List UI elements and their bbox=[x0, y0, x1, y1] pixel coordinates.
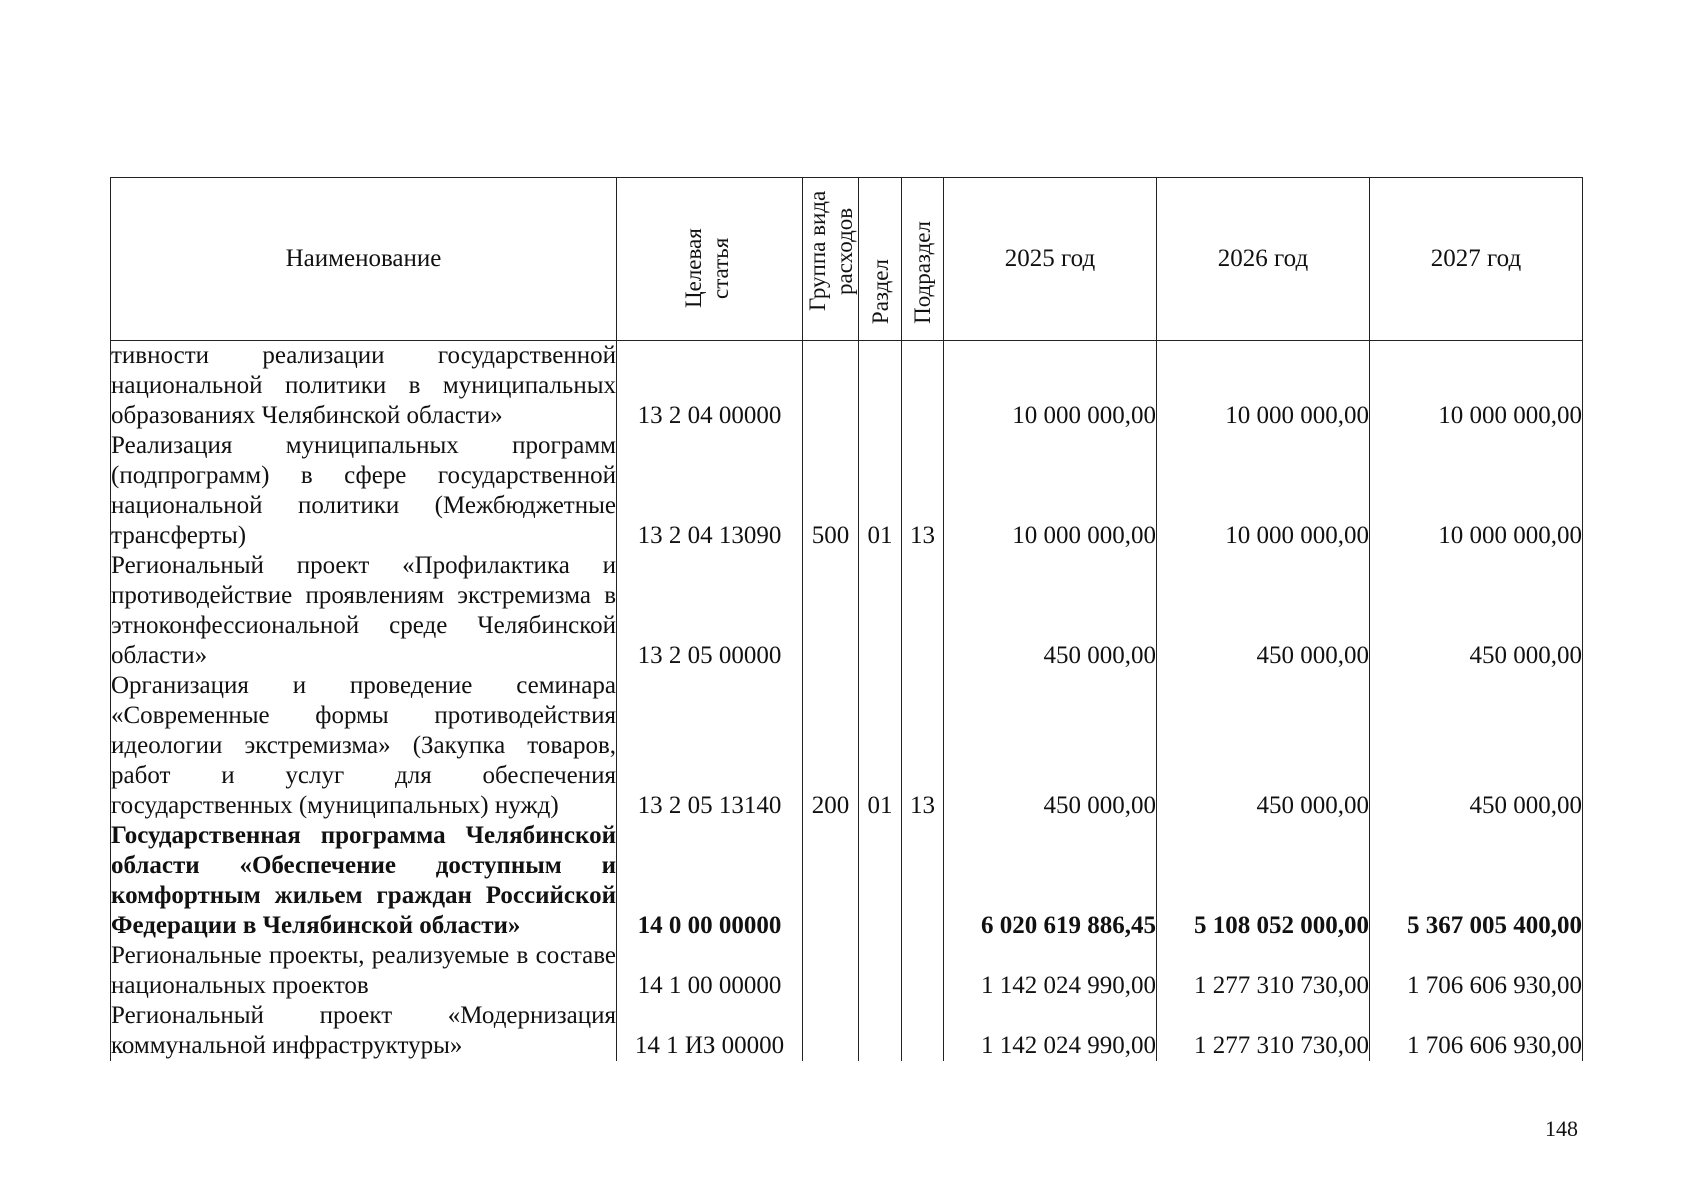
row-section bbox=[859, 551, 902, 671]
row-amount-2027: 450 000,00 bbox=[1370, 671, 1583, 821]
row-amount-2026: 1 277 310 730,00 bbox=[1157, 1001, 1370, 1061]
page-number: 148 bbox=[1545, 1116, 1578, 1141]
table-row bbox=[111, 341, 1583, 432]
col-header-2027: 2027 год bbox=[1370, 178, 1583, 341]
row-amount-2026: 1 277 310 730,00 bbox=[1157, 941, 1370, 1001]
row-subsection bbox=[902, 1001, 944, 1061]
row-amount-2025: 10 000 000,00 bbox=[944, 431, 1157, 551]
row-target-code: 13 2 05 00000 bbox=[617, 551, 803, 671]
row-amount-2025: 450 000,00 bbox=[944, 671, 1157, 821]
row-subsection bbox=[902, 821, 944, 941]
table-row bbox=[111, 941, 1583, 1001]
row-section: 01 bbox=[859, 431, 902, 551]
row-amount-2025: 10 000 000,00 bbox=[944, 341, 1157, 432]
row-section: 01 bbox=[859, 671, 902, 821]
row-amount-2026: 10 000 000,00 bbox=[1157, 341, 1370, 432]
row-target-code: 13 2 05 13140 bbox=[617, 671, 803, 821]
row-subsection: 13 bbox=[902, 671, 944, 821]
row-amount-2026: 450 000,00 bbox=[1157, 671, 1370, 821]
row-section bbox=[859, 941, 902, 1001]
row-target-code: 13 2 04 00000 bbox=[617, 341, 803, 432]
row-amount-2026: 10 000 000,00 bbox=[1157, 431, 1370, 551]
row-expense-group bbox=[803, 941, 859, 1001]
row-amount-2026: 5 108 052 000,00 bbox=[1157, 821, 1370, 941]
row-subsection: 13 bbox=[902, 431, 944, 551]
row-target-code: 14 1 00 00000 bbox=[617, 941, 803, 1001]
row-amount-2027: 10 000 000,00 bbox=[1370, 341, 1583, 432]
row-amount-2026: 450 000,00 bbox=[1157, 551, 1370, 671]
row-name: Региональный проект «Профилактика и противодействие проявлениям экстремизма в этноконфессиональной среде Челябинской области» bbox=[111, 552, 616, 669]
table-body bbox=[111, 341, 1583, 1062]
row-amount-2025: 6 020 619 886,45 bbox=[944, 821, 1157, 941]
row-expense-group: 200 bbox=[803, 671, 859, 821]
row-amount-2027: 10 000 000,00 bbox=[1370, 431, 1583, 551]
row-section bbox=[859, 341, 902, 432]
row-amount-2027: 450 000,00 bbox=[1370, 551, 1583, 671]
table-row bbox=[111, 551, 1583, 671]
row-section bbox=[859, 821, 902, 941]
row-name: тивности реализации государственной национальной политики в муниципальных образованиях Челябинской области» bbox=[111, 342, 616, 429]
table-row-program-total bbox=[111, 821, 1583, 941]
header-row bbox=[111, 178, 1583, 341]
col-header-2025: 2025 год bbox=[944, 178, 1157, 341]
row-amount-2025: 1 142 024 990,00 bbox=[944, 941, 1157, 1001]
col-header-target bbox=[617, 178, 803, 341]
table-row bbox=[111, 671, 1583, 821]
col-header-name: Наименование bbox=[111, 178, 617, 341]
row-target-code: 13 2 04 13090 bbox=[617, 431, 803, 551]
row-amount-2027: 5 367 005 400,00 bbox=[1370, 821, 1583, 941]
row-amount-2027: 1 706 606 930,00 bbox=[1370, 941, 1583, 1001]
row-amount-2025: 1 142 024 990,00 bbox=[944, 1001, 1157, 1061]
row-target-code: 14 0 00 00000 bbox=[617, 821, 803, 941]
row-name: Региональный проект «Модернизация коммунальной инфраструктуры» bbox=[111, 1002, 616, 1059]
row-subsection bbox=[902, 341, 944, 432]
col-header-group-label: Группа вида расходов bbox=[804, 190, 857, 312]
row-name: Региональные проекты, реализуемые в составе национальных проектов bbox=[111, 942, 616, 999]
row-expense-group: 500 bbox=[803, 431, 859, 551]
col-header-subsection bbox=[902, 178, 944, 341]
row-amount-2025: 450 000,00 bbox=[944, 551, 1157, 671]
col-header-group bbox=[803, 178, 859, 341]
row-name: Реализация муниципальных программ (подпрограмм) в сфере государственной национальной политики (Межбюджетные трансферты) bbox=[111, 432, 616, 549]
col-header-target-label: Целевая статья bbox=[680, 228, 733, 308]
budget-table bbox=[110, 177, 1583, 1061]
row-subsection bbox=[902, 551, 944, 671]
row-expense-group bbox=[803, 1001, 859, 1061]
row-section bbox=[859, 1001, 902, 1061]
col-header-section bbox=[859, 178, 902, 341]
table-header bbox=[111, 178, 1583, 341]
row-name: Организация и проведение семинара «Современные формы противодействия идеологии экстремизма» (Закупка товаров, работ и услуг для обеспечения государственных (муниципальных) нужд) bbox=[111, 672, 616, 819]
row-target-code: 14 1 ИЗ 00000 bbox=[617, 1001, 803, 1061]
row-expense-group bbox=[803, 551, 859, 671]
col-header-2026: 2026 год bbox=[1157, 178, 1370, 341]
row-amount-2027: 1 706 606 930,00 bbox=[1370, 1001, 1583, 1061]
col-header-subsection-label: Подраздел bbox=[910, 221, 935, 324]
row-subsection bbox=[902, 941, 944, 1001]
row-expense-group bbox=[803, 341, 859, 432]
row-name: Государственная программа Челябинской области «Обеспечение доступным и комфортным жильем граждан Российской Федерации в Челябинской области» bbox=[111, 822, 616, 939]
row-expense-group bbox=[803, 821, 859, 941]
table-row bbox=[111, 431, 1583, 551]
table-row bbox=[111, 1001, 1583, 1061]
col-header-section-label: Раздел bbox=[867, 258, 893, 324]
